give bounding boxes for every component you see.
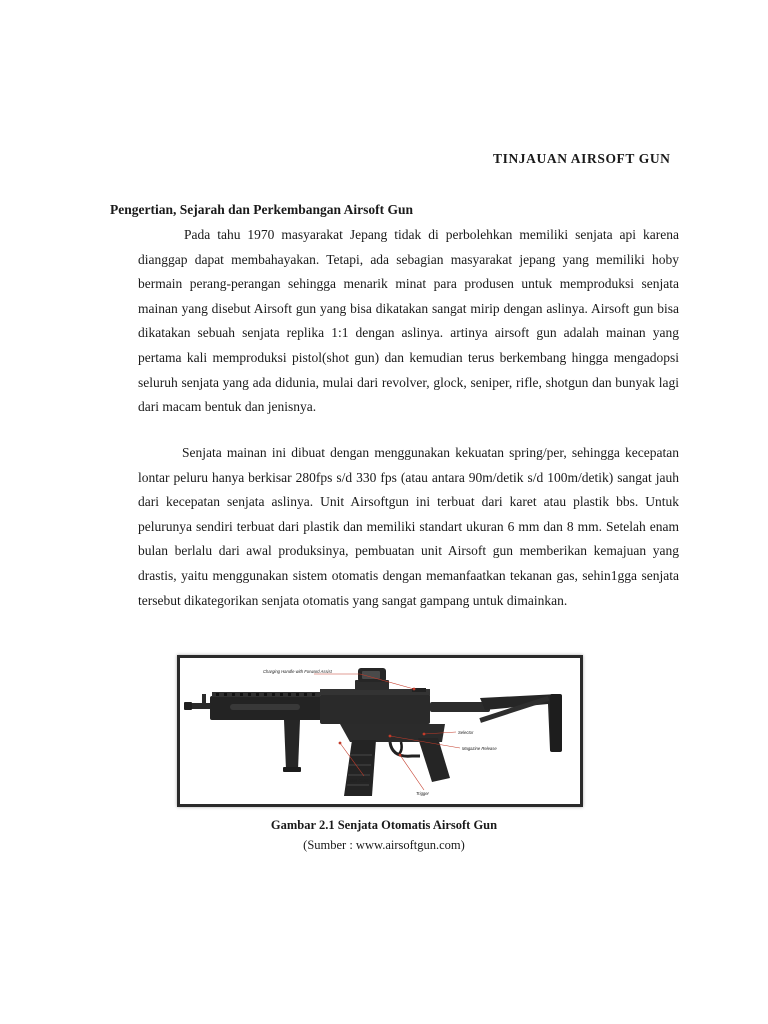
paragraph-text: Pada tahu 1970 masyarakat Jepang tidak di perbolehkan memiliki senjata api karena dianggap dapat membahayakan. Tetapi, ada sebagian masyarakat jepang yang memiliki hoby bermain perang-perangan sehingga menarik minat para produsen untuk memproduksi senjata mainan yang disebut Airsoft gun yang bisa dikatakan sangat mirip dengan aslinya. Airsoft gun bisa dikatakan sebuah senjata replika 1:1 dengan aslinya. artinya airsoft gun adalah mainan yang pertama kali memproduksi pistol(shot gun) dan kemudian terus berkembang hingga mengadopsi seluruh senjata yang ada didunia, mulai dari revolver, glock, seniper, rifle, shotgun dan bunyak lagi dari macam bentuk dan jenisnya. [138,227,679,415]
rifle-buffer-tube [430,702,490,712]
callout-magazine-release: Magazine Release [462,746,497,751]
paragraph-mechanism [138,441,679,613]
rifle-upper-receiver [320,694,430,724]
rifle-magazine [344,740,376,796]
rifle-stock-frame [480,694,560,750]
figure-caption: Gambar 2.1 Senjata Otomatis Airsoft Gun [270,818,498,832]
rifle-stock-buttpad [550,694,562,752]
rifle-foregrip [284,720,300,770]
callout-selector: Selector [458,730,474,735]
figure-source: (Sumber : www.airsoftgun.com) [303,838,465,852]
callout-bolt-catch: Bolt Catch [350,778,370,783]
airsoft-rifle-image [180,658,580,804]
paragraph-history [138,223,679,420]
rifle-foregrip-base [283,767,301,772]
figure-frame [177,655,583,807]
section-heading: Pengertian, Sejarah dan Perkembangan Airsoft Gun [110,202,414,217]
paragraph-text: Senjata mainan ini dibuat dengan menggunakan kekuatan spring/per, sehingga kecepatan lontar peluru hanya berkisar 280fps s/d 330 fps (atau antara 90m/detik s/d 100m/detik) sangat jauh dari kecepatan senjata aslinya. Unit Airsoftgun ini terbuat dari karet atau plastik bbs. Untuk pelurunya sendiri terbuat dari plastik dan memiliki standart ukuran 6 mm dan 8 mm. Setelah enam bulan berlalu dari awal produksinya, pembuatan unit Airsoft gun memberikan kemajuan yang drastis, yaitu menggunakan sistem otomatis dengan memanfaatkan tekanan gas, sehin1gga senjata tersebut dikategorikan senjata otomatis yang sangat gampang untuk dimainkan. [138,445,679,608]
callout-charging-handle: Charging Handle with Forward Assist [263,669,332,674]
callout-trigger: Trigger [416,791,429,796]
rifle-flash-hider [184,702,192,710]
rifle-front-sight [202,694,206,704]
rifle-trigger [399,742,402,754]
page-title: TINJAUAN AIRSOFT GUN [493,151,671,166]
rifle-handguard-vents [230,704,300,710]
rifle-trigger-guard [390,742,420,756]
rifle-pistol-grip [418,738,450,782]
